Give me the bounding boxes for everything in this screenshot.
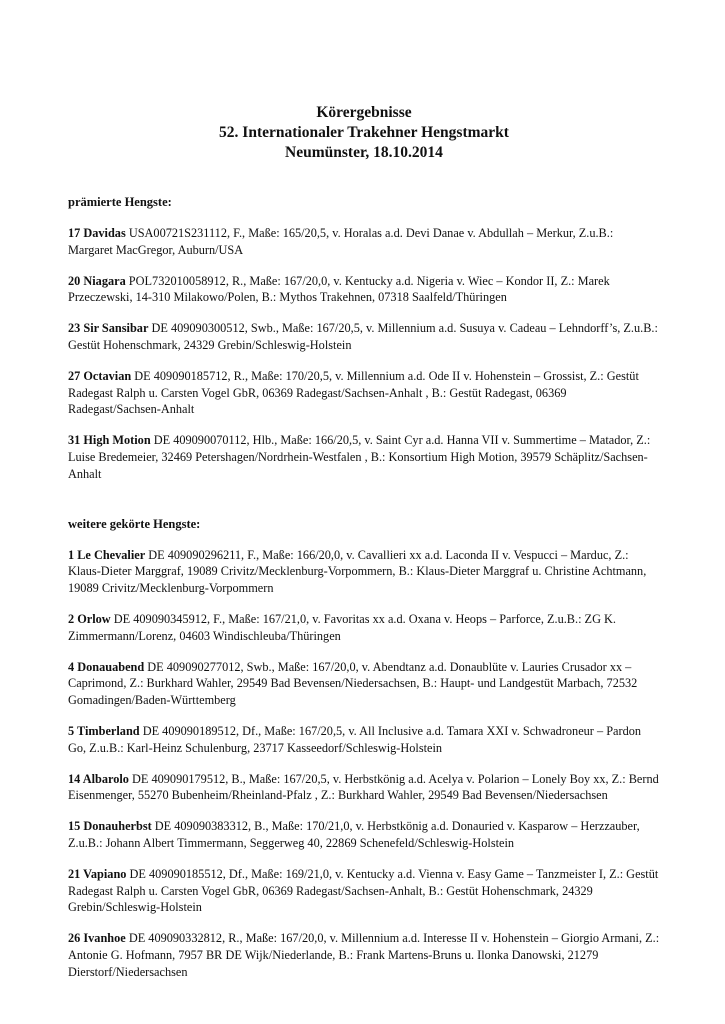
horse-name: 4 Donauabend <box>68 659 145 674</box>
horse-details: DE 409090179512, B., Maße: 167/20,5, v. Herbstkönig a.d. Acelya v. Polarion – Lonely Boy xx, Z.: Bernd Eisenmenger, 55270 Bubenheim/Rheinland-Pfalz , Z.: Burkhard Wahler, 29549 Bad Bevensen/Niedersachsen <box>68 771 659 803</box>
horse-name: 17 Davidas <box>68 226 126 240</box>
entry-20-niagara <box>68 273 660 307</box>
horse-name: 23 Sir Sansibar <box>68 321 149 336</box>
horse-details: USA00721S231112, F., Maße: 165/20,5, v. Horalas a.d. Devi Danae v. Abdullah – Merkur, Z.u.B.: Margaret MacGregor, Auburn/USA <box>68 226 614 257</box>
section-heading-praemierte: prämierte Hengste: <box>68 195 172 209</box>
horse-name: 21 Vapiano <box>68 866 127 881</box>
horse-details: DE 409090185712, R., Maße: 170/20,5, v. Millennium a.d. Ode II v. Hohenstein – Grossist, Z.: Gestüt Radegast Ralph u. Carsten Vogel GbR, 06369 Radegast/Sachsen-Anhalt , B.: Gestüt Radegast, 06369 Radegast/Sachsen-Anhalt <box>68 368 639 417</box>
entry-26-ivanhoe <box>68 930 660 980</box>
horse-details: DE 409090296211, F., Maße: 166/20,0, v. Cavallieri xx a.d. Laconda II v. Vespucci – Marduc, Z.: Klaus-Dieter Marggraf, 19089 Crivitz/Mecklenburg-Vorpommern, B.: Klaus-Dieter Marggraf u. Christine Achtmann, 19089 Crivitz/Mecklenburg-Vorpommern <box>68 547 647 596</box>
entry-2-orlow <box>68 611 660 645</box>
doc-title-line-3: Neumünster, 18.10.2014 <box>285 144 443 161</box>
horse-name: 14 Albarolo <box>68 771 129 786</box>
horse-details: DE 409090189512, Df., Maße: 167/20,5, v. All Inclusive a.d. Tamara XXI v. Schwadroneur – Pardon Go, Z.u.B.: Karl-Heinz Schulenburg, 23717 Kasseedorf/Schleswig-Holstein <box>68 723 642 755</box>
horse-details: DE 409090070112, Hlb., Maße: 166/20,5, v. Saint Cyr a.d. Hanna VII v. Summertime – Matador, Z.: Luise Bredemeier, 32469 Petershagen/Nordrhein-Westfalen , B.: Konsortium High Motion, 39579 Schäplitz/Sachsen-Anhalt <box>68 433 651 481</box>
horse-name: 31 High Motion <box>68 433 151 448</box>
horse-name: 27 Octavian <box>68 368 132 383</box>
horse-name: 15 Donauherbst <box>68 819 152 834</box>
horse-details: DE 409090277012, Swb., Maße: 167/20,0, v. Abendtanz a.d. Donaublüte v. Lauries Crusador xx – Caprimond, Z.: Burkhard Wahler, 29549 Bad Bevensen/Niedersachsen, B.: Haupt- und Landgestüt Marbach, 72532 Gomadingen/Baden-Württemberg <box>68 659 638 708</box>
horse-name: 5 Timberland <box>68 723 140 738</box>
horse-details: DE 409090383312, B., Maße: 170/21,0, v. Herbstkönig a.d. Donauried v. Kasparow – Herzzauber, Z.u.B.: Johann Albert Timmermann, Seggerweg 40, 22869 Schenefeld/Schleswig-Holstein <box>68 819 640 850</box>
doc-title-line-1: Körergebnisse <box>316 104 412 121</box>
entry-5-timberland <box>68 723 660 757</box>
horse-name: 1 Le Chevalier <box>68 547 146 562</box>
entry-4-donauabend <box>68 659 660 709</box>
horse-details: DE 409090185512, Df., Maße: 169/21,0, v. Kentucky a.d. Vienna v. Easy Game – Tanzmeister I, Z.: Gestüt Radegast Ralph u. Carsten Vogel GbR, 06369 Radegast/Sachsen-Anhalt, B.: Gestüt Hohenschmark, 24329 Grebin/Schleswig-Holstein <box>68 866 659 915</box>
doc-title-line-2: 52. Internationaler Trakehner Hengstmarkt <box>219 124 509 141</box>
horse-details: DE 409090345912, F., Maße: 167/21,0, v. Favoritas xx a.d. Oxana v. Heops – Parforce, Z.u.B.: ZG K. Zimmermann/Lorenz, 04603 Windischleuba/Thüringen <box>68 611 616 643</box>
entry-1-le-chevalier <box>68 547 660 597</box>
entry-14-albarolo <box>68 771 660 805</box>
horse-name: 20 Niagara <box>68 273 126 288</box>
entry-15-donauherbst <box>68 818 660 852</box>
section-heading-weitere: weitere gekörte Hengste: <box>68 516 201 531</box>
entry-17-davidas <box>68 225 660 259</box>
entry-23-sir-sansibar <box>68 320 660 354</box>
horse-details: DE 409090300512, Swb., Maße: 167/20,5, v. Millennium a.d. Susuya v. Cadeau – Lehndorff’s, Z.u.B.: Gestüt Hohenschmark, 24329 Grebin/Schleswig-Holstein <box>68 321 658 352</box>
entry-21-vapiano <box>68 866 660 916</box>
horse-details: POL732010058912, R., Maße: 167/20,0, v. Kentucky a.d. Nigeria v. Wiec – Kondor II, Z.: Marek Przeczewski, 14-310 Milakowo/Polen, B.: Mythos Trakehnen, 07318 Saalfeld/Thüringen <box>68 273 610 305</box>
horse-details: DE 409090332812, R., Maße: 167/20,0, v. Millennium a.d. Interesse II v. Hohenstein – Giorgio Armani, Z.: Antonie G. Hofmann, 7957 BR DE Wijk/Niederlande, B.: Frank Martens-Bruns u. Ilonka Danowski, 21279 Dierstorf/Niedersachsen <box>68 931 660 979</box>
document-page <box>68 103 660 981</box>
entry-27-octavian <box>68 368 660 418</box>
entry-31-high-motion <box>68 432 660 482</box>
horse-name: 2 Orlow <box>68 611 111 626</box>
horse-name: 26 Ivanhoe <box>68 931 126 946</box>
